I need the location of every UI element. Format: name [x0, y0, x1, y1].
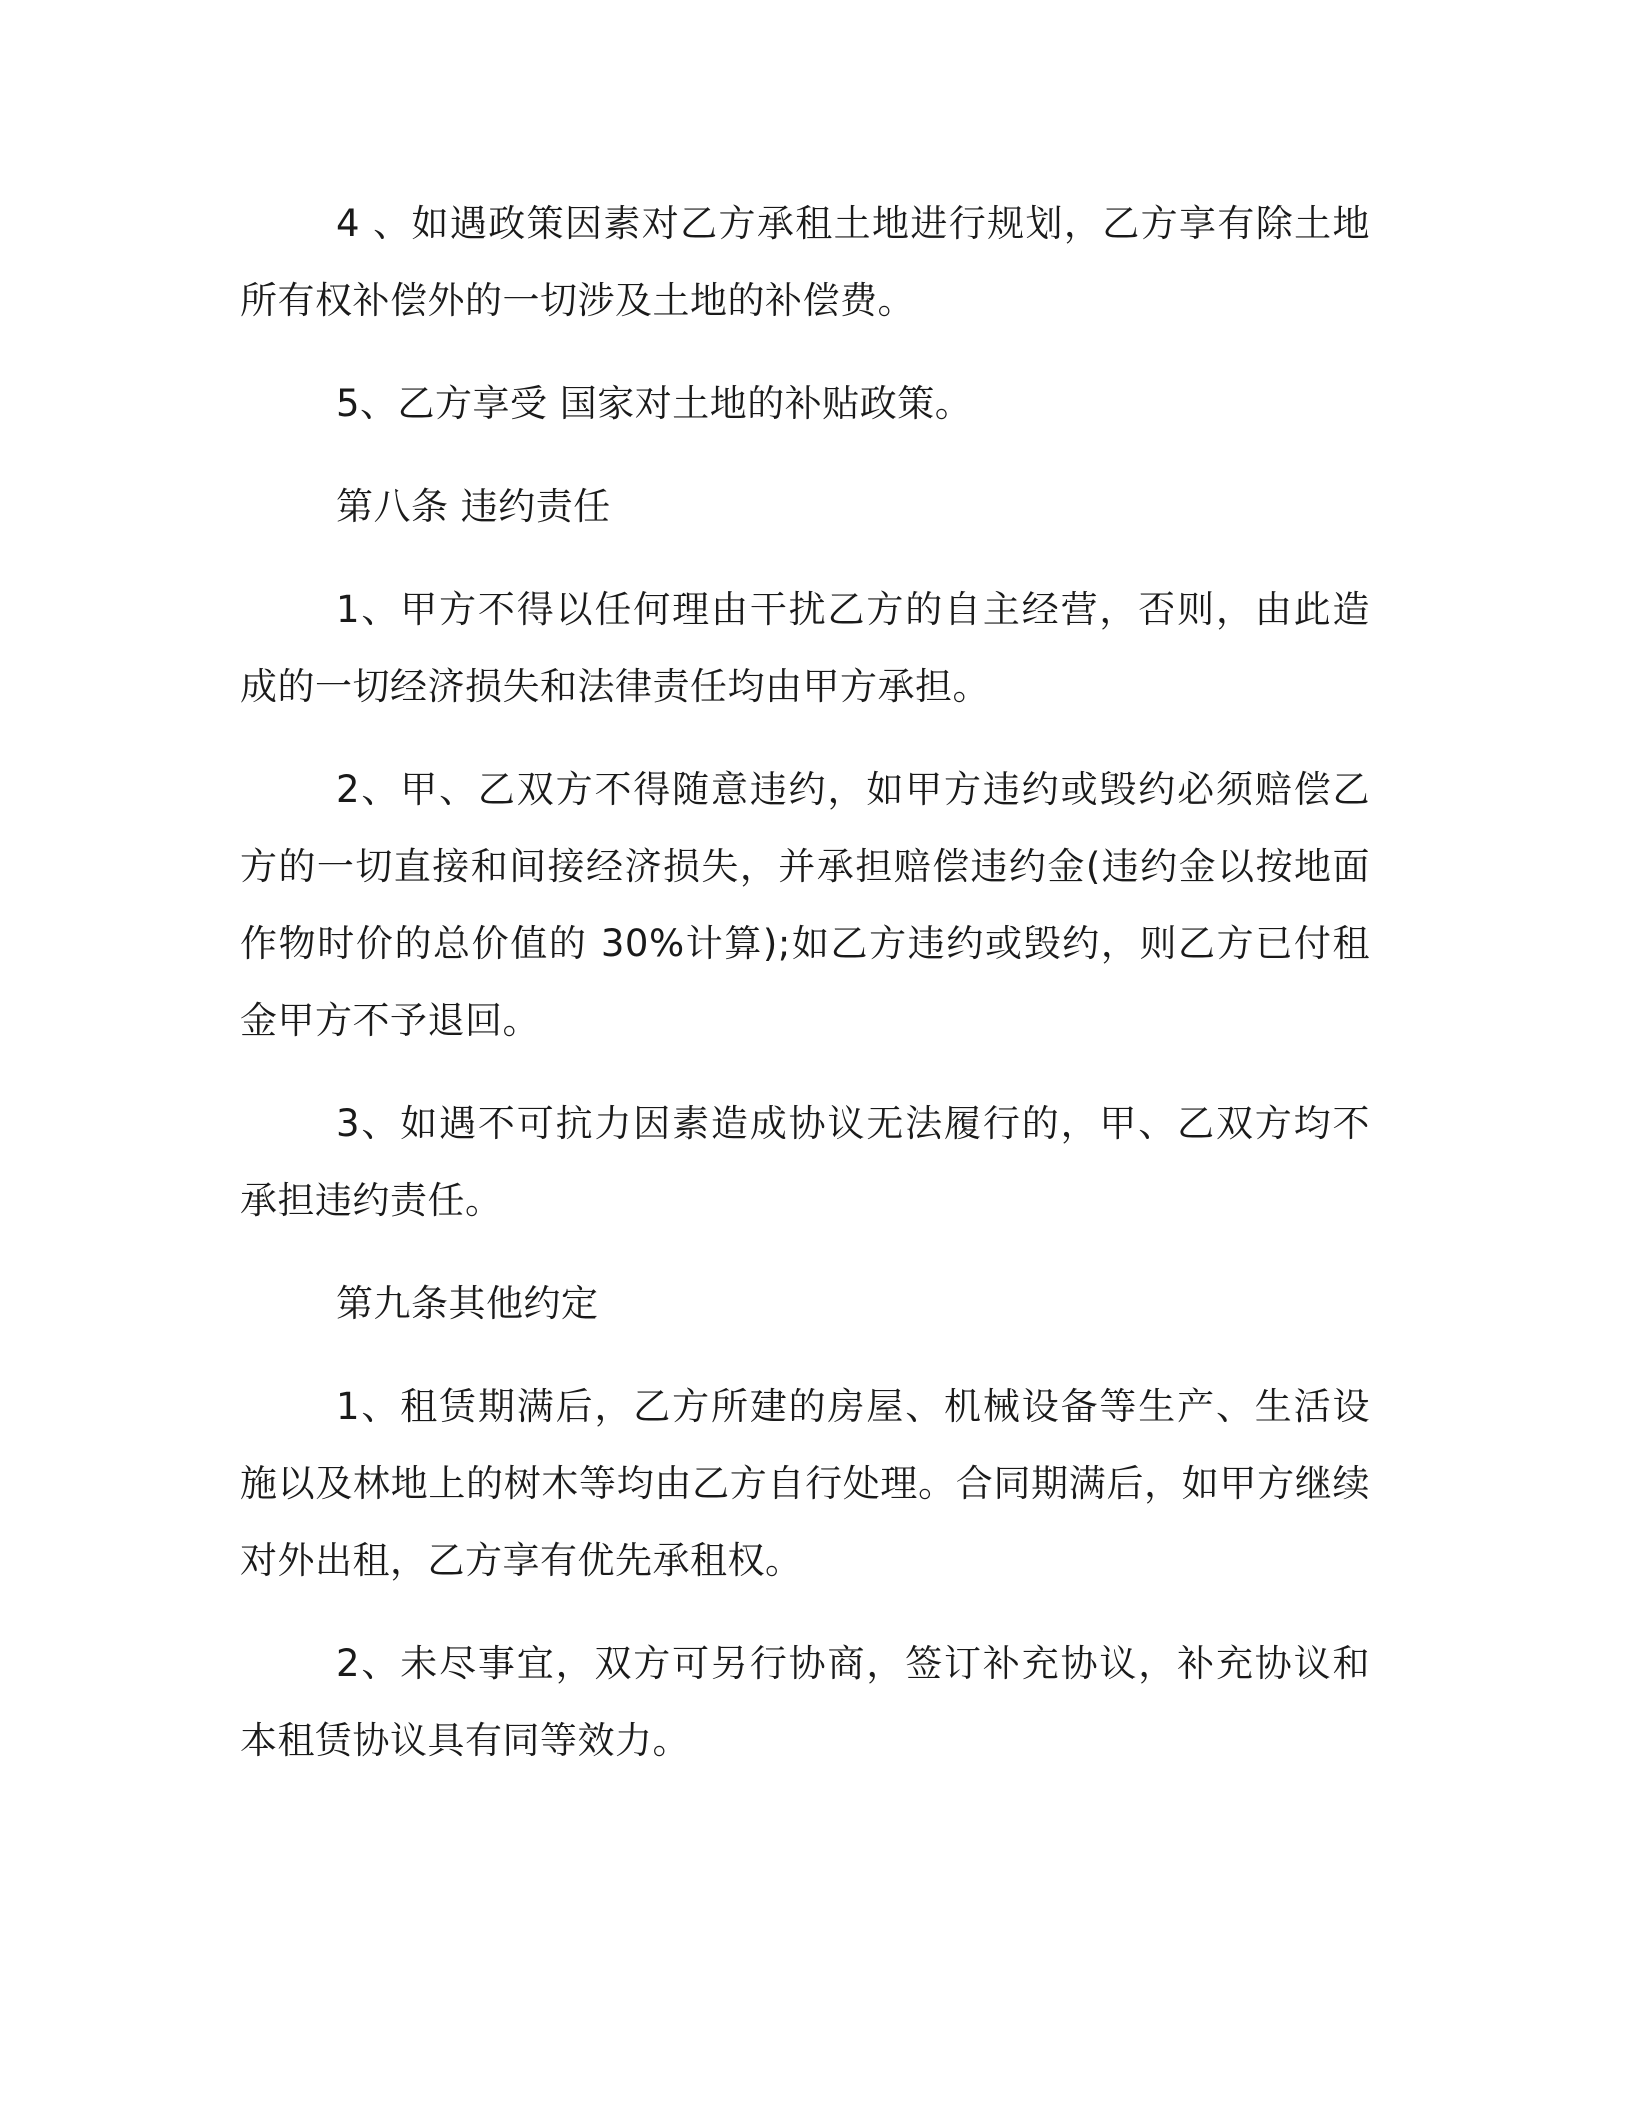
clause-7-item-5: 5、乙方享受 国家对土地的补贴政策。 — [336, 382, 973, 425]
clause-8-item-2: 2、甲、乙双方不得随意违约，如甲方违约或毁约必须赔偿乙方的一切直接和间接经济损失，并承担赔偿违约金(违约金以按地面作物时价的总价值的 30%计算);如乙方违约或毁约，则乙方已付租金甲方不予退回。 — [240, 768, 1370, 1042]
article-9-heading: 第九条其他约定 — [336, 1282, 599, 1325]
clause-9-item-2: 2、未尽事宜，双方可另行协商，签订补充协议，补充协议和本租赁协议具有同等效力。 — [240, 1642, 1370, 1762]
clause-8-item-3: 3、如遇不可抗力因素造成协议无法履行的，甲、乙双方均不承担违约责任。 — [240, 1102, 1370, 1222]
clause-9-item-1: 1、租赁期满后，乙方所建的房屋、机械设备等生产、生活设施以及林地上的树木等均由乙方自行处理。合同期满后，如甲方继续对外出租，乙方享有优先承租权。 — [240, 1385, 1370, 1582]
clause-8-item-1: 1、甲方不得以任何理由干扰乙方的自主经营，否则，由此造成的一切经济损失和法律责任均由甲方承担。 — [240, 588, 1370, 708]
clause-7-item-4: 4 、如遇政策因素对乙方承租土地进行规划，乙方享有除土地所有权补偿外的一切涉及土地的补偿费。 — [240, 202, 1370, 322]
document-body — [240, 185, 1370, 1805]
article-8-heading: 第八条 违约责任 — [336, 485, 611, 528]
